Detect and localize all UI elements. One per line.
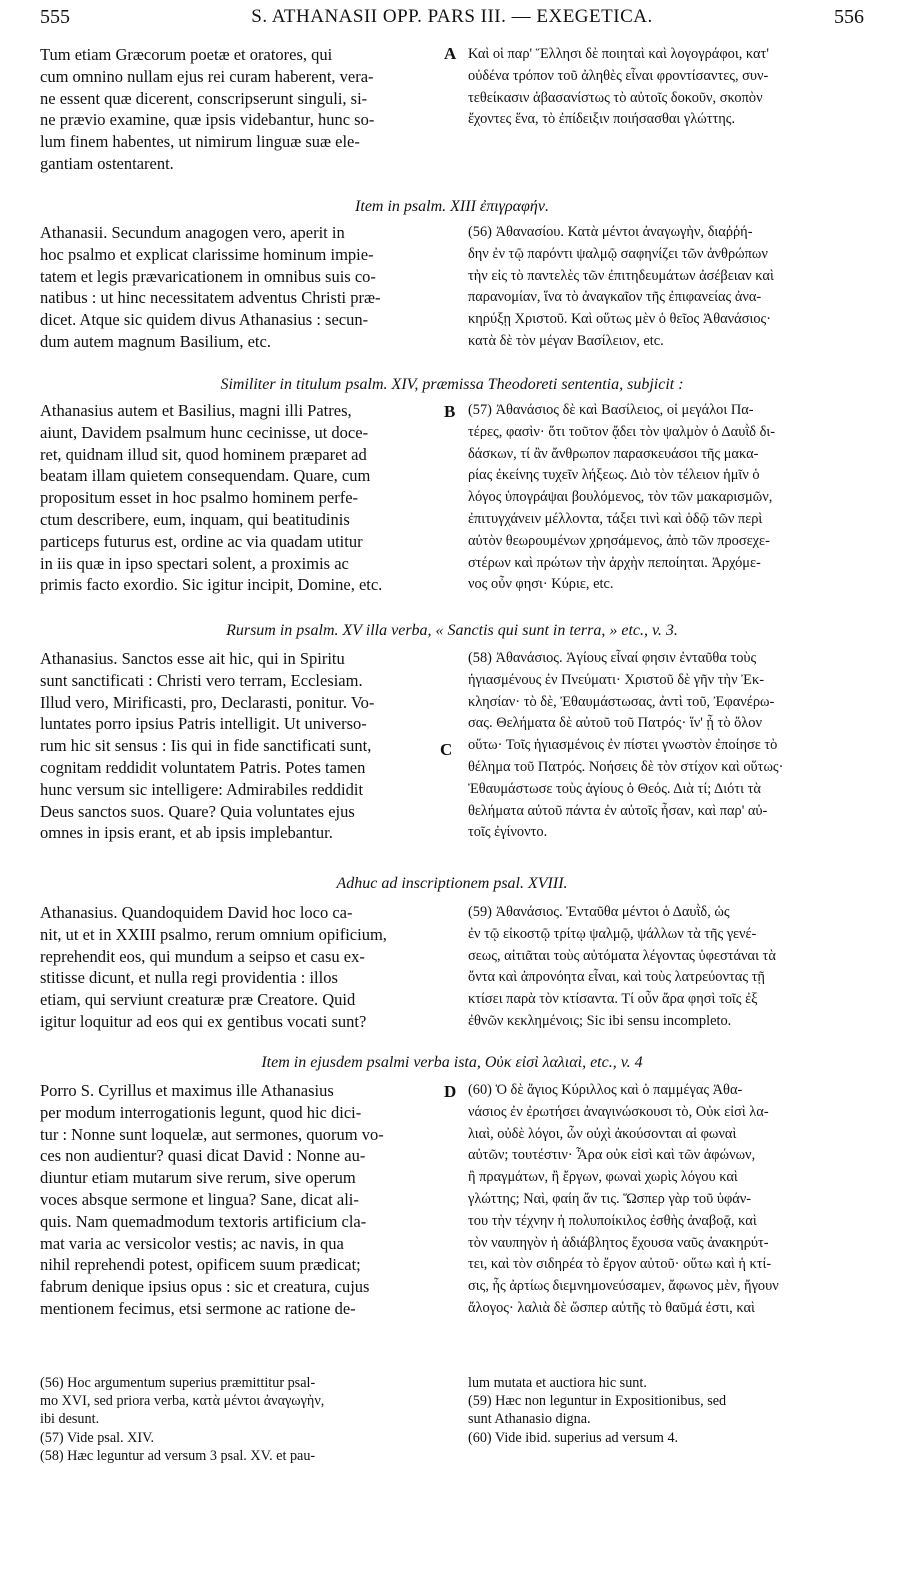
greek-line: Καὶ οἱ παρ' Ἕλλησι δὲ ποιηταὶ καὶ λογογράφοι, κατ' (468, 46, 769, 62)
latin-line: omnes in ipsis erant, et ab ipsis implebantur. (40, 823, 333, 843)
footnote-line: mo XVI, sed priora verba, κατὰ μέντοι ἀναγωγὴν, (40, 1393, 325, 1410)
latin-line: ces non audientur? quasi dicat David : Nonne au- (40, 1146, 366, 1166)
latin-line: sunt sanctificati : Christi vero terram, Ecclesiam. (40, 670, 363, 690)
margin-marker: D (444, 1082, 457, 1101)
greek-line: τει, καὶ τὸν σιδηρέα τὸ ἔργον αὐτοῦ· οὕτω καὶ ἡ κτί- (468, 1256, 772, 1273)
latin-line: etiam, qui serviunt creaturæ præ Creatore. Quid (40, 990, 356, 1010)
latin-line: dicet. Atque sic quidem divus Athanasius : secun- (40, 310, 369, 330)
latin-column (40, 222, 440, 353)
latin-line: fabrum denique ipsius opus : sic et creatura, cujus (40, 1277, 370, 1297)
latin-line: quis. Nam quemadmodum textoris artificium cla- (40, 1211, 367, 1231)
greek-line: λιαὶ, οὐδὲ λόγοι, ὧν οὐχὶ ἀκούσονται αἱ φωναὶ (468, 1125, 737, 1142)
greek-line: ὄντα καὶ ἀπρονόητα εἶναι, καὶ τοὺς λατρεύοντας τῇ (468, 969, 765, 986)
footnote-line: (58) Hæc leguntur ad versum 3 psal. XV. et pau- (40, 1447, 316, 1464)
footnotes-left (40, 1374, 445, 1465)
latin-line: Deus sanctos suos. Quare? Quia voluntates ejus (40, 801, 355, 821)
latin-line: cum omnino nullam ejus rei curam haberent, vera- (40, 66, 374, 86)
latin-line: nihil reprehendi potest, opificem suum prædicat; (40, 1255, 361, 1275)
footnote-line: (60) Vide ibid. superius ad versum 4. (468, 1429, 679, 1446)
latin-line: ne prævio examine, quæ ipsis videbantur, hunc so- (40, 110, 375, 130)
greek-line: γλώττης; Ναὶ, φαίη ἄν τις. Ὥσπερ γὰρ τοῦ ὑφάν- (468, 1190, 752, 1207)
latin-line: hunc versum sic intelligere: Admirabiles reddidit (40, 779, 364, 799)
greek-line: κατὰ δὲ τὸν μέγαν Βασίλειον, etc. (468, 332, 664, 349)
latin-line: Illud vero, Mirificasti, pro, Declarasti, ponitur. Vo- (40, 692, 375, 712)
latin-line: lum finem habentes, ut nimirum linguæ suæ ele- (40, 132, 360, 152)
greek-line: Ἐθαυμάστωσε τοὺς ἁγίους ὁ Θεός. Διὰ τί; Διότι τὰ (468, 780, 761, 797)
latin-line: Porro S. Cyrillus et maximus ille Athanasius (40, 1081, 334, 1100)
latin-line: Athanasius. Quandoquidem David hoc loco ca- (40, 903, 353, 922)
greek-line: στέρων καὶ πρώτων τὴν ἀρχὴν πεποίηται. Ἀρχόμε- (468, 554, 761, 571)
greek-line: αὐτῶν; τουτέστιν· Ἆρα οὐκ εἰσὶ καὶ τῶν ἀφώνων, (468, 1147, 756, 1164)
rubric: Rursum in psalm. XV illa verba, « Sanctis qui sunt in terra, » etc., v. 3. (226, 622, 678, 639)
greek-line: τὸν ναυπηγὸν ἡ ἀδιάβλητος ἔχουσα ναῦς ἀνακηρύτ- (468, 1234, 769, 1251)
latin-line: in iis quæ in ipso spectari solent, a proximis ac (40, 553, 349, 573)
latin-line: Athanasius autem et Basilius, magni illi Patres, (40, 401, 352, 420)
greek-line: τεθείκασιν ἀβασανίστως τὸ αὐτοῖς δοκοῦν, σκοπὸν (468, 89, 763, 106)
latin-line: luntates porro ipsius Patris intelligit. Ut universo- (40, 714, 367, 734)
greek-line: δην ἐν τῷ παρόντι ψαλμῷ σαφηνίζει τῶν ἀνθρώπων (468, 245, 768, 262)
greek-column (468, 44, 864, 131)
greek-line: δάσκων, τί ἂν ἄνθρωπον παρασκευάσοι τῆς μακα- (468, 445, 759, 462)
greek-line: θέλημα τοῦ Πατρός. Νοήσεις δὲ τὸν στίχον καὶ οὕτως· (468, 758, 784, 775)
greek-column (468, 400, 864, 596)
greek-line: (59) Ἀθανάσιος. Ἐνταῦθα μέντοι ὁ Δαυῒδ, ὡς (468, 904, 730, 920)
greek-line: ἢ πραγμάτων, ἢ ἔργων, φωναὶ χωρὶς λόγου καὶ (468, 1169, 738, 1186)
margin-marker: C (440, 740, 453, 759)
page-number-left: 555 (40, 6, 70, 28)
greek-line: νάσιος ἐν ἐρωτήσει ἀναγινώσκουσι τὸ, Οὐκ εἰσὶ λα- (468, 1103, 769, 1120)
greek-line: κτίσει παρὰ τὸν κτίσαντα. Τί οὖν ἄρα φησὶ τοῖς ἐξ (468, 991, 758, 1008)
latin-line: beatam illam quietem consequendam. Quare, cum (40, 466, 371, 486)
greek-line: οὐδένα τρόπον τοῦ ἀληθὲς εἶναι φροντίσαντες, συν- (468, 67, 769, 84)
margin-marker: B (444, 402, 456, 421)
greek-column (468, 1080, 864, 1320)
latin-line: per modum interrogationis legunt, quod hic dici- (40, 1102, 362, 1122)
latin-line: ret, quidnam illud sit, quod hominem præparet ad (40, 444, 367, 464)
greek-line: νος οὖν φησι· Κύριε, etc. (468, 576, 614, 593)
footnote-line: (56) Hoc argumentum superius præmittitur psal- (40, 1375, 316, 1391)
greek-line: σεως, αἰτιᾶται τοὺς αὐτόματα λέγοντας ὑφεστάναι τὰ (468, 947, 776, 964)
running-header (40, 6, 864, 36)
greek-line: λόγος ὑπογράψαι βουλόμενος, τὸν τῶν μακαρισμῶν, (468, 489, 773, 506)
rubric: Similiter in titulum psalm. XIV, præmissa Theodoreti sententia, subjicit : (220, 376, 684, 393)
footnote-line: lum mutata et auctiora hic sunt. (468, 1375, 647, 1391)
latin-column (40, 902, 440, 1033)
latin-line: propositum esset in hoc psalmo hominem perfe- (40, 488, 359, 508)
latin-line: tur : Nonne sunt loquelæ, aut sermones, quorum vo- (40, 1124, 384, 1144)
latin-column (40, 1080, 440, 1320)
greek-line: (57) Ἀθανάσιος δὲ καὶ Βασίλειος, οἱ μεγάλοι Πα- (468, 402, 754, 418)
footnote-line: (57) Vide psal. XIV. (40, 1429, 155, 1446)
footnote-line: (59) Hæc non leguntur in Expositionibus, sed (468, 1393, 727, 1410)
running-title: S. ATHANASII OPP. PARS III. — EXEGETICA. (251, 6, 653, 27)
greek-line: αὐτὸν θεωρουμένων χρησάμενος, ἀπὸ τῶν προσεχε- (468, 532, 770, 549)
latin-line: stitisse dicunt, et nulla regi providentia : illos (40, 968, 338, 988)
greek-line: τὴν εἰς τὸ παντελὲς τῶν ἐπιτηδευμάτων ἀσέβειαν καὶ (468, 267, 774, 284)
latin-line: Athanasius. Sanctos esse ait hic, qui in Spiritu (40, 649, 345, 668)
latin-line: ne essent quæ dicerent, conscripserunt singuli, si- (40, 88, 368, 108)
latin-line: mat varia ac versicolor vestis; ac navis, in qua (40, 1233, 344, 1253)
greek-line: (58) Ἀθανάσιος. Ἁγίους εἶναί φησιν ἐνταῦθα τοὺς (468, 650, 757, 666)
greek-line: ἐν τῷ εἰκοστῷ τρίτῳ ψαλμῷ, ψάλλων τὰ τῆς γενέ- (468, 925, 757, 942)
rubric: Item in ejusdem psalmi verba ista, Οὐκ εἰσὶ λαλιαὶ, etc., v. 4 (261, 1054, 643, 1071)
latin-line: reprehendit eos, qui mundum a seipso et casu ex- (40, 946, 365, 966)
greek-line: οὕτω· Τοῖς ἡγιασμένοις ἐν πίστει γνωστὸν ἐποίησε τὸ (468, 737, 778, 754)
greek-line: ἐπιτυγχάνειν μέλλοντα, τάξει τινὶ καὶ ὁδῷ τῶν περὶ (468, 510, 763, 527)
greek-line: ρίας ἐκείνης τυχεῖν λήξεως. Διὸ τὸν τέλειον ἡμῖν ὁ (468, 467, 760, 484)
greek-column (468, 648, 864, 844)
latin-line: tatem et legis prævaricationem in omnibus suis co- (40, 266, 376, 286)
page-number-right: 556 (834, 6, 864, 28)
latin-line: rum hic sit sensus : Iis qui in fide sanctificati sunt, (40, 736, 372, 756)
greek-line: τέρες, φασὶν· ὅτι τοῦτον ᾄδει τὸν ψαλμὸν ὁ Δαυῒδ δι- (468, 423, 776, 440)
greek-column (468, 222, 864, 353)
rubric: Adhuc ad inscriptionem psal. XVIII. (336, 875, 568, 892)
latin-line: Athanasii. Secundum anagogen vero, aperit in (40, 223, 345, 242)
greek-line: ἄλογος· λαλιὰ δὲ ὥσπερ αὐτῆς τὸ θαῦμά ἐστι, καὶ (468, 1299, 755, 1316)
latin-line: gantiam ostentarent. (40, 153, 174, 173)
footnotes-right (468, 1374, 864, 1447)
greek-line: ἐθνῶν κεκλημένοις; Sic ibi sensu incompleto. (468, 1012, 732, 1029)
greek-column (468, 902, 864, 1033)
greek-line: σις, ἧς ἀρτίως διεμνημονεύσαμεν, ἄφωνος μὲν, ἤγουν (468, 1278, 779, 1295)
latin-line: hoc psalmo et explicat clarissime hominum impie- (40, 244, 374, 264)
greek-line: κηρύξῃ Χριστοῦ. Καὶ οὕτως μὲν ὁ θεῖος Ἀθανάσιος· (468, 311, 772, 328)
greek-line: ἡγιασμένους ἐν Πνεύματι· Χριστοῦ δὲ γῆν τὴν Ἐκ- (468, 671, 764, 688)
greek-line: (60) Ὁ δὲ ἅγιος Κύριλλος καὶ ὁ παμμέγας Ἀθα- (468, 1082, 743, 1098)
latin-line: particeps futurus est, ordine ac via quadam utitur (40, 531, 363, 551)
greek-line: του τὴν τέχνην ἡ πολυποίκιλος ἐσθὴς ἀναβοᾷ, καὶ (468, 1212, 757, 1229)
latin-column (40, 648, 440, 844)
margin-marker: A (444, 44, 457, 63)
latin-line: Tum etiam Græcorum poetæ et oratores, qui (40, 45, 333, 64)
footnote-line: sunt Athanasio digna. (468, 1411, 591, 1428)
latin-line: diuntur etiam mutarum sive rerum, sive operum (40, 1168, 356, 1188)
latin-line: dum autem magnum Basilium, etc. (40, 331, 271, 351)
greek-line: κλησίαν· τὸ δὲ, Ἐθαυμάστωσας, ἀντὶ τοῦ, Ἐφανέρω- (468, 693, 775, 710)
latin-line: ctum describere, eum, inquam, qui beatitudinis (40, 509, 350, 529)
latin-line: igitur loquitur ad eos qui ex gentibus vocati sunt? (40, 1011, 367, 1031)
latin-column (40, 44, 440, 175)
greek-line: (56) Ἀθανασίου. Κατὰ μέντοι ἀναγωγὴν, διαῤῥή- (468, 224, 753, 240)
latin-line: natibus : ut hinc necessitatem adventus Christi præ- (40, 288, 381, 308)
greek-line: τοῖς ἐγίνοντο. (468, 824, 548, 841)
rubric: Item in psalm. XIII ἐπιγραφήν. (355, 198, 549, 215)
greek-line: σας. Θελήματα δὲ αὐτοῦ τοῦ Πατρός· ἵν' ᾖ τὸ ὅλον (468, 715, 762, 732)
latin-line: aiunt, Davidem psalmum hunc cecinisse, ut doce- (40, 422, 369, 442)
latin-line: voces absque sermone et lingua? Sane, dicat ali- (40, 1189, 359, 1209)
latin-line: nit, ut et in XXIII psalmo, rerum omnium opificium, (40, 924, 387, 944)
greek-line: παρανομίαν, ἵνα τὸ ἀναγκαῖον τῆς ἐπιφανείας ἀνα- (468, 289, 762, 306)
footnote-line: ibi desunt. (40, 1411, 100, 1428)
latin-line: cognitam reddidit voluntatem Patris. Potes tamen (40, 757, 366, 777)
greek-line: ἔχοντες ἕνα, τὸ ἐπίδειξιν ποιήσασθαι γλώττης. (468, 111, 736, 128)
greek-line: θελήματα αὐτοῦ πάντα ἐν αὐτοῖς ἦσαν, καὶ παρ' αὐ- (468, 802, 768, 819)
latin-column (40, 400, 440, 596)
latin-line: mentionem fecimus, etsi sermone ac ratione de- (40, 1298, 356, 1318)
latin-line: primis facto exordio. Sic igitur incipit, Domine, etc. (40, 575, 383, 595)
